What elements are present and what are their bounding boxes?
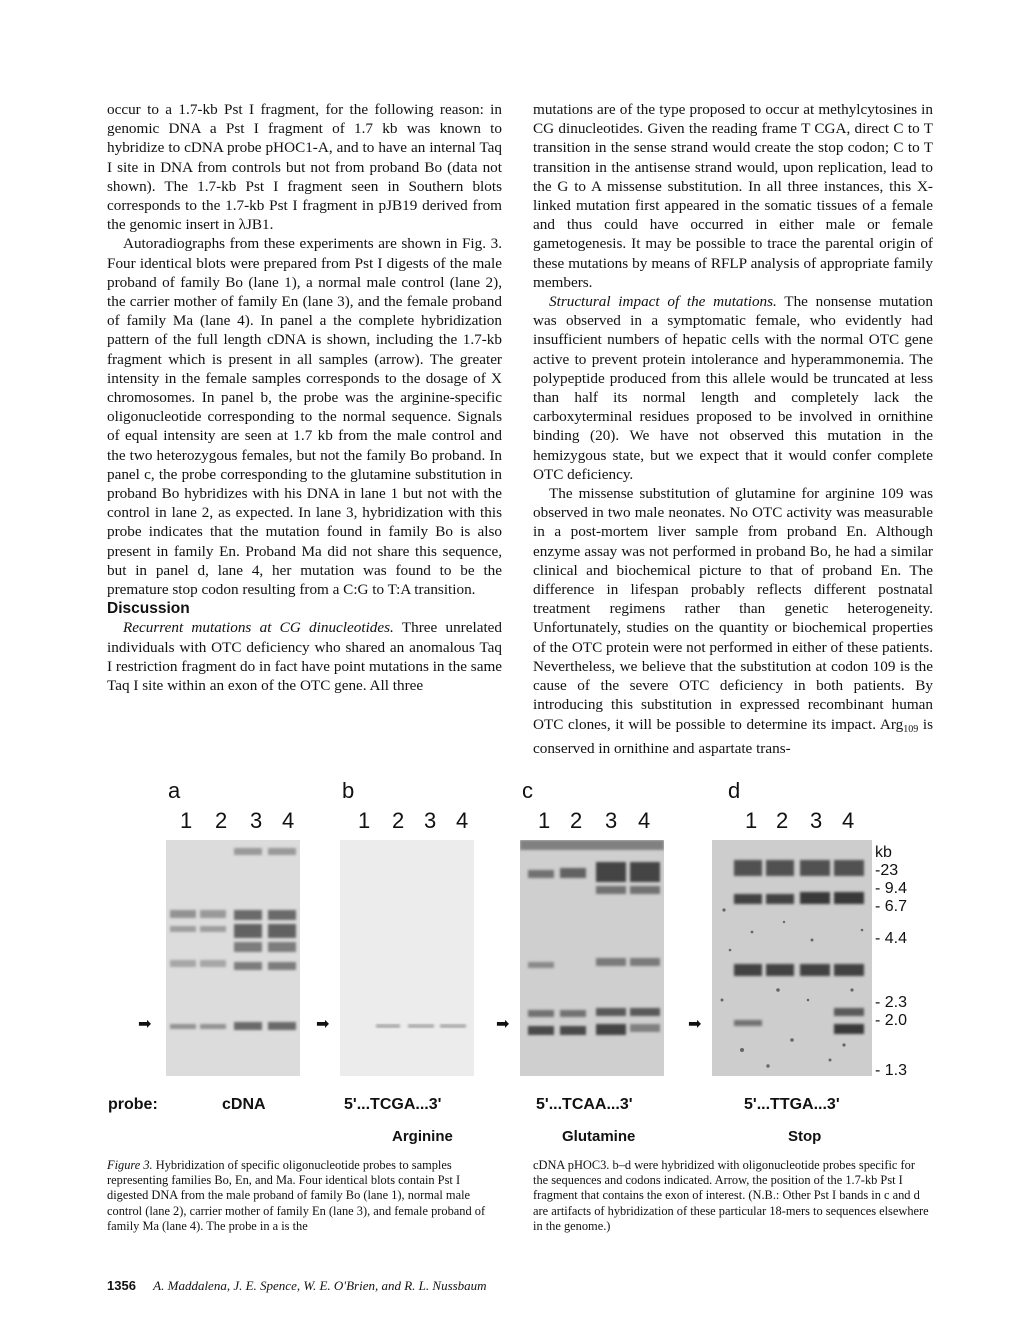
paragraph-text: The missense substitution of glutamine for arginine 109 was observed in two male neonates. No OTC activity was measurable in a post-mortem liver sample from proband En. Although enzyme assay was not performed in proband Bo, he had a similar clinical and biochemical picture to that of proband En. The difference in lifespan probably reflects different postnatal treatment regimens rather than genetic heterogeneity. Unfortunately, studies on the quantity or biochemical properties of the OTC protein were not performed in either of these patients. Nevertheless, we believe that the substitution at codon 109 is the cause of the severe OTC deficiency in both patients. By introducing this substitution in expressed recombinant human OTC clones, it will be possible to determine its impact. Arg [533,485,933,733]
fragment-arrow-icon: ➡ [138,1014,152,1033]
paragraph: Autoradiographs from these experiments are shown in Fig. 3. Four identical blots were prepared from Pst I digests of the male proband of family Bo (lane 1), a normal male control (lane 2), the carrier mother of family En (lane 3), and the female proband of family Ma (lane 4). In panel a the complete hybridization pattern of the full length cDNA is shown, including the 1.7-kb fragment which is present in all samples (arrow). The greater intensity in the female samples corresponds to the dosage of X chromosomes. In panel b, the probe was the arginine-specific oligonucleotide corresponding to the normal sequence. Signals of equal intensity are seen at 1.7 kb from the male control and the two heterozygous females, but not the family Bo proband. In panel c, the probe corresponding to the glutamine substitution in proband Bo hybridizes with his DNA in lane 1 but not with the control in lane 2, as expected. In lane 3, hybridization with this probe indicates that the mutation found in family Bo is also present in family En. Proband Ma did not share this sequence, but in panel d, lane 4, her mutation was found to be the premature stop codon resulting from a C:G to T:A transition. [107,235,502,599]
lane-number: 4 [842,808,855,833]
kb-marker: - 9.4 [875,880,908,897]
left-text-column [107,100,502,695]
page-number: 1356 [107,1278,136,1293]
kb-marker: - 2.0 [875,1012,908,1029]
right-text-column [533,100,933,758]
lane-number: 4 [282,808,295,833]
lane-number: 3 [605,808,618,833]
paragraph [533,484,933,758]
lane-number: 1 [745,808,758,833]
paragraph-text: Three unrelated individuals with OTC deficiency who shared an anomalous Taq I restriction fragment do in fact have point mutations in the same Taq I site within an exon of the OTC gene. All three [107,619,502,695]
lane-number: 2 [570,808,583,833]
paragraph-run-in-title: Structural impact of the mutations. [549,293,777,311]
panel-letter-b: b [342,778,355,803]
subscript: 109 [903,723,919,735]
codon-label-c: Glutamine [562,1128,636,1145]
lane-number: 2 [392,808,405,833]
lane-number: 3 [424,808,437,833]
paragraph-run-in-title: Recurrent mutations at CG dinucleotides. [123,619,394,637]
paragraph-text: is conserved in ornithine and aspartate trans- [533,715,933,757]
probe-label-a: cDNA [222,1096,266,1113]
probe-label-b: 5'...TCGA...3' [344,1096,442,1113]
probe-row-label: probe: [108,1096,158,1113]
figure-caption-right: cDNA pHOC3. b–d were hybridized with oligonucleotide probes specific for the sequences and codons indicated. Arrow, the position of the 1.7-kb Pst I fragment that contains the exon of interest. (N.B.: Other Pst I bands in c and d are artifacts of hybridization of these particular 18-mers to sequences elsewhere in the genome.) [533,1158,929,1233]
lane-number: 3 [250,808,263,833]
fragment-arrow-icon: ➡ [496,1014,510,1033]
section-heading: Discussion [107,600,190,618]
lane-number: 4 [638,808,651,833]
blot-image-a [166,840,300,1076]
paragraph [533,292,933,484]
kb-unit-label: kb [875,844,892,861]
probe-label-c: 5'...TCAA...3' [536,1096,633,1113]
lane-number: 1 [358,808,371,833]
fragment-arrow-icon: ➡ [316,1014,330,1033]
panel-letter-c: c [522,778,533,803]
codon-label-d: Stop [788,1128,822,1145]
blot-image-c [520,840,664,1076]
author-line: A. Maddalena, J. E. Spence, W. E. O'Brien, and R. L. Nussbaum [153,1278,487,1293]
probe-label-d: 5'...TTGA...3' [744,1096,840,1113]
lane-number: 1 [180,808,193,833]
blot-image-b [340,840,474,1076]
fragment-arrow-icon: ➡ [688,1014,702,1033]
kb-marker: - 1.3 [875,1062,908,1079]
blot-image-d [712,840,872,1076]
codon-label-b: Arginine [392,1128,453,1145]
kb-marker: -23 [875,862,899,879]
panel-letter-d: d [728,778,741,803]
lane-number: 1 [538,808,551,833]
lane-number: 3 [810,808,823,833]
lane-number: 2 [215,808,228,833]
kb-marker: - 2.3 [875,994,908,1011]
kb-marker: - 4.4 [875,930,908,947]
figure-3 [100,778,940,1148]
paragraph [107,618,502,695]
lane-number: 2 [776,808,789,833]
caption-label: Figure 3. [107,1158,153,1172]
page-footer [107,1278,487,1294]
lane-number: 4 [456,808,469,833]
kb-marker: - 6.7 [875,898,908,915]
paragraph-text: The nonsense mutation was observed in a symptomatic female, who evidently had insufficient numbers of hepatic cells with the normal OTC gene active to prevent protein intolerance and hyperammonemia. The polypeptide produced from this allele would be truncated at less than half its normal length and completely lack the carboxyterminal residues proposed to be involved in ornithine binding (20). We have not observed this mutation in the hemizygous state, but we expect that it would confer complete OTC deficiency. [533,293,933,483]
panel-letter-a: a [168,778,181,803]
figure-caption-left [107,1158,502,1234]
caption-text: Hybridization of specific oligonucleotide probes to samples representing families Bo, En, and Ma. Four identical blots contain Pst I digested DNA from the male proband of family Bo (lane 1), normal male control (lane 2), carrier mother of family En (lane 3), and female proband of family Ma (lane 4). The probe in a is the [107,1158,486,1233]
paragraph: occur to a 1.7-kb Pst I fragment, for the following reason: in genomic DNA a Pst I fragment of 1.7 kb was known to hybridize to cDNA probe pHOC1-A, and to have an internal Taq I site in DNA from controls but not from proband Bo (data not shown). The 1.7-kb Pst I fragment seen in Southern blots corresponds to the 1.7-kb Pst I fragment in pJB19 derived from the genomic insert in λJB1. [107,101,502,234]
paragraph: mutations are of the type proposed to occur at methylcytosines in CG dinucleotides. Given the reading frame T CGA, direct C to T transition in the sense strand would create the stop codon; C to T transition in the antisense strand would, upon replication, lead to the G to A missense substitution. In all three instances, this X-linked mutation first appeared in the somatic tissues of a female and thus could have occurred in either male or female gametogenesis. It may be possible to trace the parental origin of these mutations by means of RFLP analysis of appropriate family members. [533,101,933,291]
